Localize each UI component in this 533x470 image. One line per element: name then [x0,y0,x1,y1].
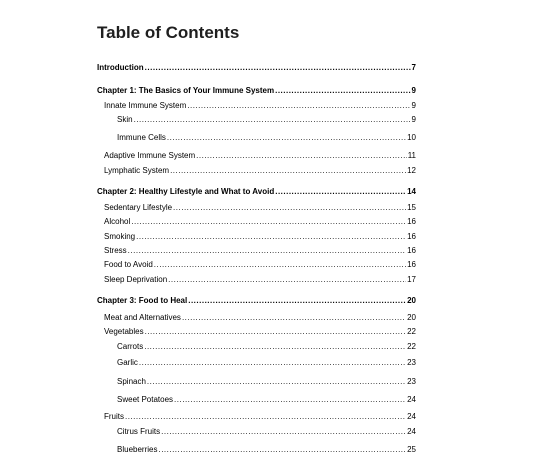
toc-entry-label: Fruits [104,412,124,421]
toc-entry-label: Chapter 2: Healthy Lifestyle and What to Avoid [97,187,275,196]
toc-entry[interactable] [104,260,416,270]
toc-entry[interactable] [104,246,416,256]
toc-entry[interactable] [97,86,416,96]
toc-entry-page-number: 9 [411,115,416,124]
toc-entry[interactable] [104,203,416,213]
toc-entry-label: Stress [104,246,127,255]
toc-entry-label: Lymphatic System [104,166,170,175]
toc-entry[interactable] [117,427,416,437]
toc-entry-label: Vegetables [104,327,144,336]
toc-dot-leader [168,275,406,285]
toc-dot-leader [170,166,406,176]
toc-entry[interactable] [104,217,416,227]
toc-entry-label: Smoking [104,232,136,241]
toc-entry-page-number: 22 [407,327,416,336]
toc-entry[interactable] [104,101,416,111]
toc-entry-page-number: 16 [407,217,416,226]
toc-entry-page-number: 20 [407,296,416,305]
toc-dot-leader [187,101,410,111]
toc-entry[interactable] [117,395,416,405]
toc-entry-label: Carrots [117,342,144,351]
toc-entry-label: Food to Avoid [104,260,153,269]
toc-entry[interactable] [104,232,416,242]
toc-dot-leader [128,246,406,256]
toc-entry-label: Citrus Fruits [117,427,161,436]
toc-entry[interactable] [104,313,416,323]
toc-entry[interactable] [117,342,416,352]
toc-entry[interactable] [97,187,416,197]
toc-dot-leader [161,427,406,437]
toc-entry-page-number: 24 [407,427,416,436]
toc-dot-leader [174,395,406,405]
toc-dot-leader [145,327,407,337]
toc-entry-label: Sleep Deprivation [104,275,168,284]
toc-entry-page-number: 23 [407,358,416,367]
toc-entry-label: Sedentary Lifestyle [104,203,173,212]
toc-entry-label: Immune Cells [117,133,166,142]
toc-entry-page-number: 15 [407,203,416,212]
toc-dot-leader [167,133,406,143]
toc-entry-label: Introduction [97,63,144,72]
toc-dot-leader [125,412,406,422]
toc-dot-leader [134,115,411,125]
toc-entry[interactable] [104,151,416,161]
toc-entry[interactable] [104,327,416,337]
toc-entry-page-number: 7 [411,63,416,72]
toc-entry-label: Chapter 1: The Basics of Your Immune System [97,86,275,95]
toc-entry-page-number: 23 [407,377,416,386]
toc-entry-page-number: 16 [407,246,416,255]
toc-entry[interactable] [104,412,416,422]
toc-dot-leader [196,151,407,161]
toc-entry-page-number: 16 [407,232,416,241]
toc-entry-page-number: 20 [407,313,416,322]
toc-dot-leader [154,260,406,270]
toc-entry-label: Garlic [117,358,138,367]
toc-entry-label: Innate Immune System [104,101,187,110]
toc-dot-leader [136,232,406,242]
toc-entry[interactable] [104,166,416,176]
toc-dot-leader [131,217,406,227]
toc-entry-page-number: 11 [407,151,416,160]
toc-entry-page-number: 9 [411,101,416,110]
toc-dot-leader [173,203,406,213]
toc-dot-leader [145,63,411,73]
toc-entry-label: Chapter 3: Food to Heal [97,296,188,305]
toc-dot-leader [147,377,406,387]
toc-dot-leader [139,358,406,368]
toc-entry[interactable] [97,63,416,73]
toc-entry[interactable] [97,296,416,306]
toc-entry[interactable] [104,275,416,285]
toc-entry-page-number: 9 [411,86,416,95]
toc-entry-page-number: 24 [407,395,416,404]
toc-entry[interactable] [117,358,416,368]
toc-entry-label: Alcohol [104,217,131,226]
toc-entry-page-number: 16 [407,260,416,269]
toc-entry-label: Blueberries [117,445,158,454]
toc-entry-page-number: 17 [407,275,416,284]
toc-entry-page-number: 10 [407,133,416,142]
toc-dot-leader [275,187,406,197]
toc-entry[interactable] [117,377,416,387]
toc-entry-label: Meat and Alternatives [104,313,181,322]
toc-dot-leader [275,86,410,96]
toc-entry-page-number: 25 [407,445,416,454]
toc-dot-leader [182,313,406,323]
toc-dot-leader [158,445,406,455]
toc-entry-label: Sweet Potatoes [117,395,174,404]
toc-dot-leader [188,296,406,306]
toc-entry-page-number: 14 [407,187,416,196]
toc-entry[interactable] [117,445,416,455]
toc-entry-label: Skin [117,115,133,124]
toc-entry-page-number: 12 [407,166,416,175]
toc-dot-leader [144,342,406,352]
toc-entry-label: Adaptive Immune System [104,151,196,160]
toc-entry-page-number: 24 [407,412,416,421]
toc-entry-page-number: 22 [407,342,416,351]
toc-entry[interactable] [117,133,416,143]
page-title: Table of Contents [97,23,240,42]
toc-entry[interactable] [117,115,416,125]
toc-entry-label: Spinach [117,377,146,386]
